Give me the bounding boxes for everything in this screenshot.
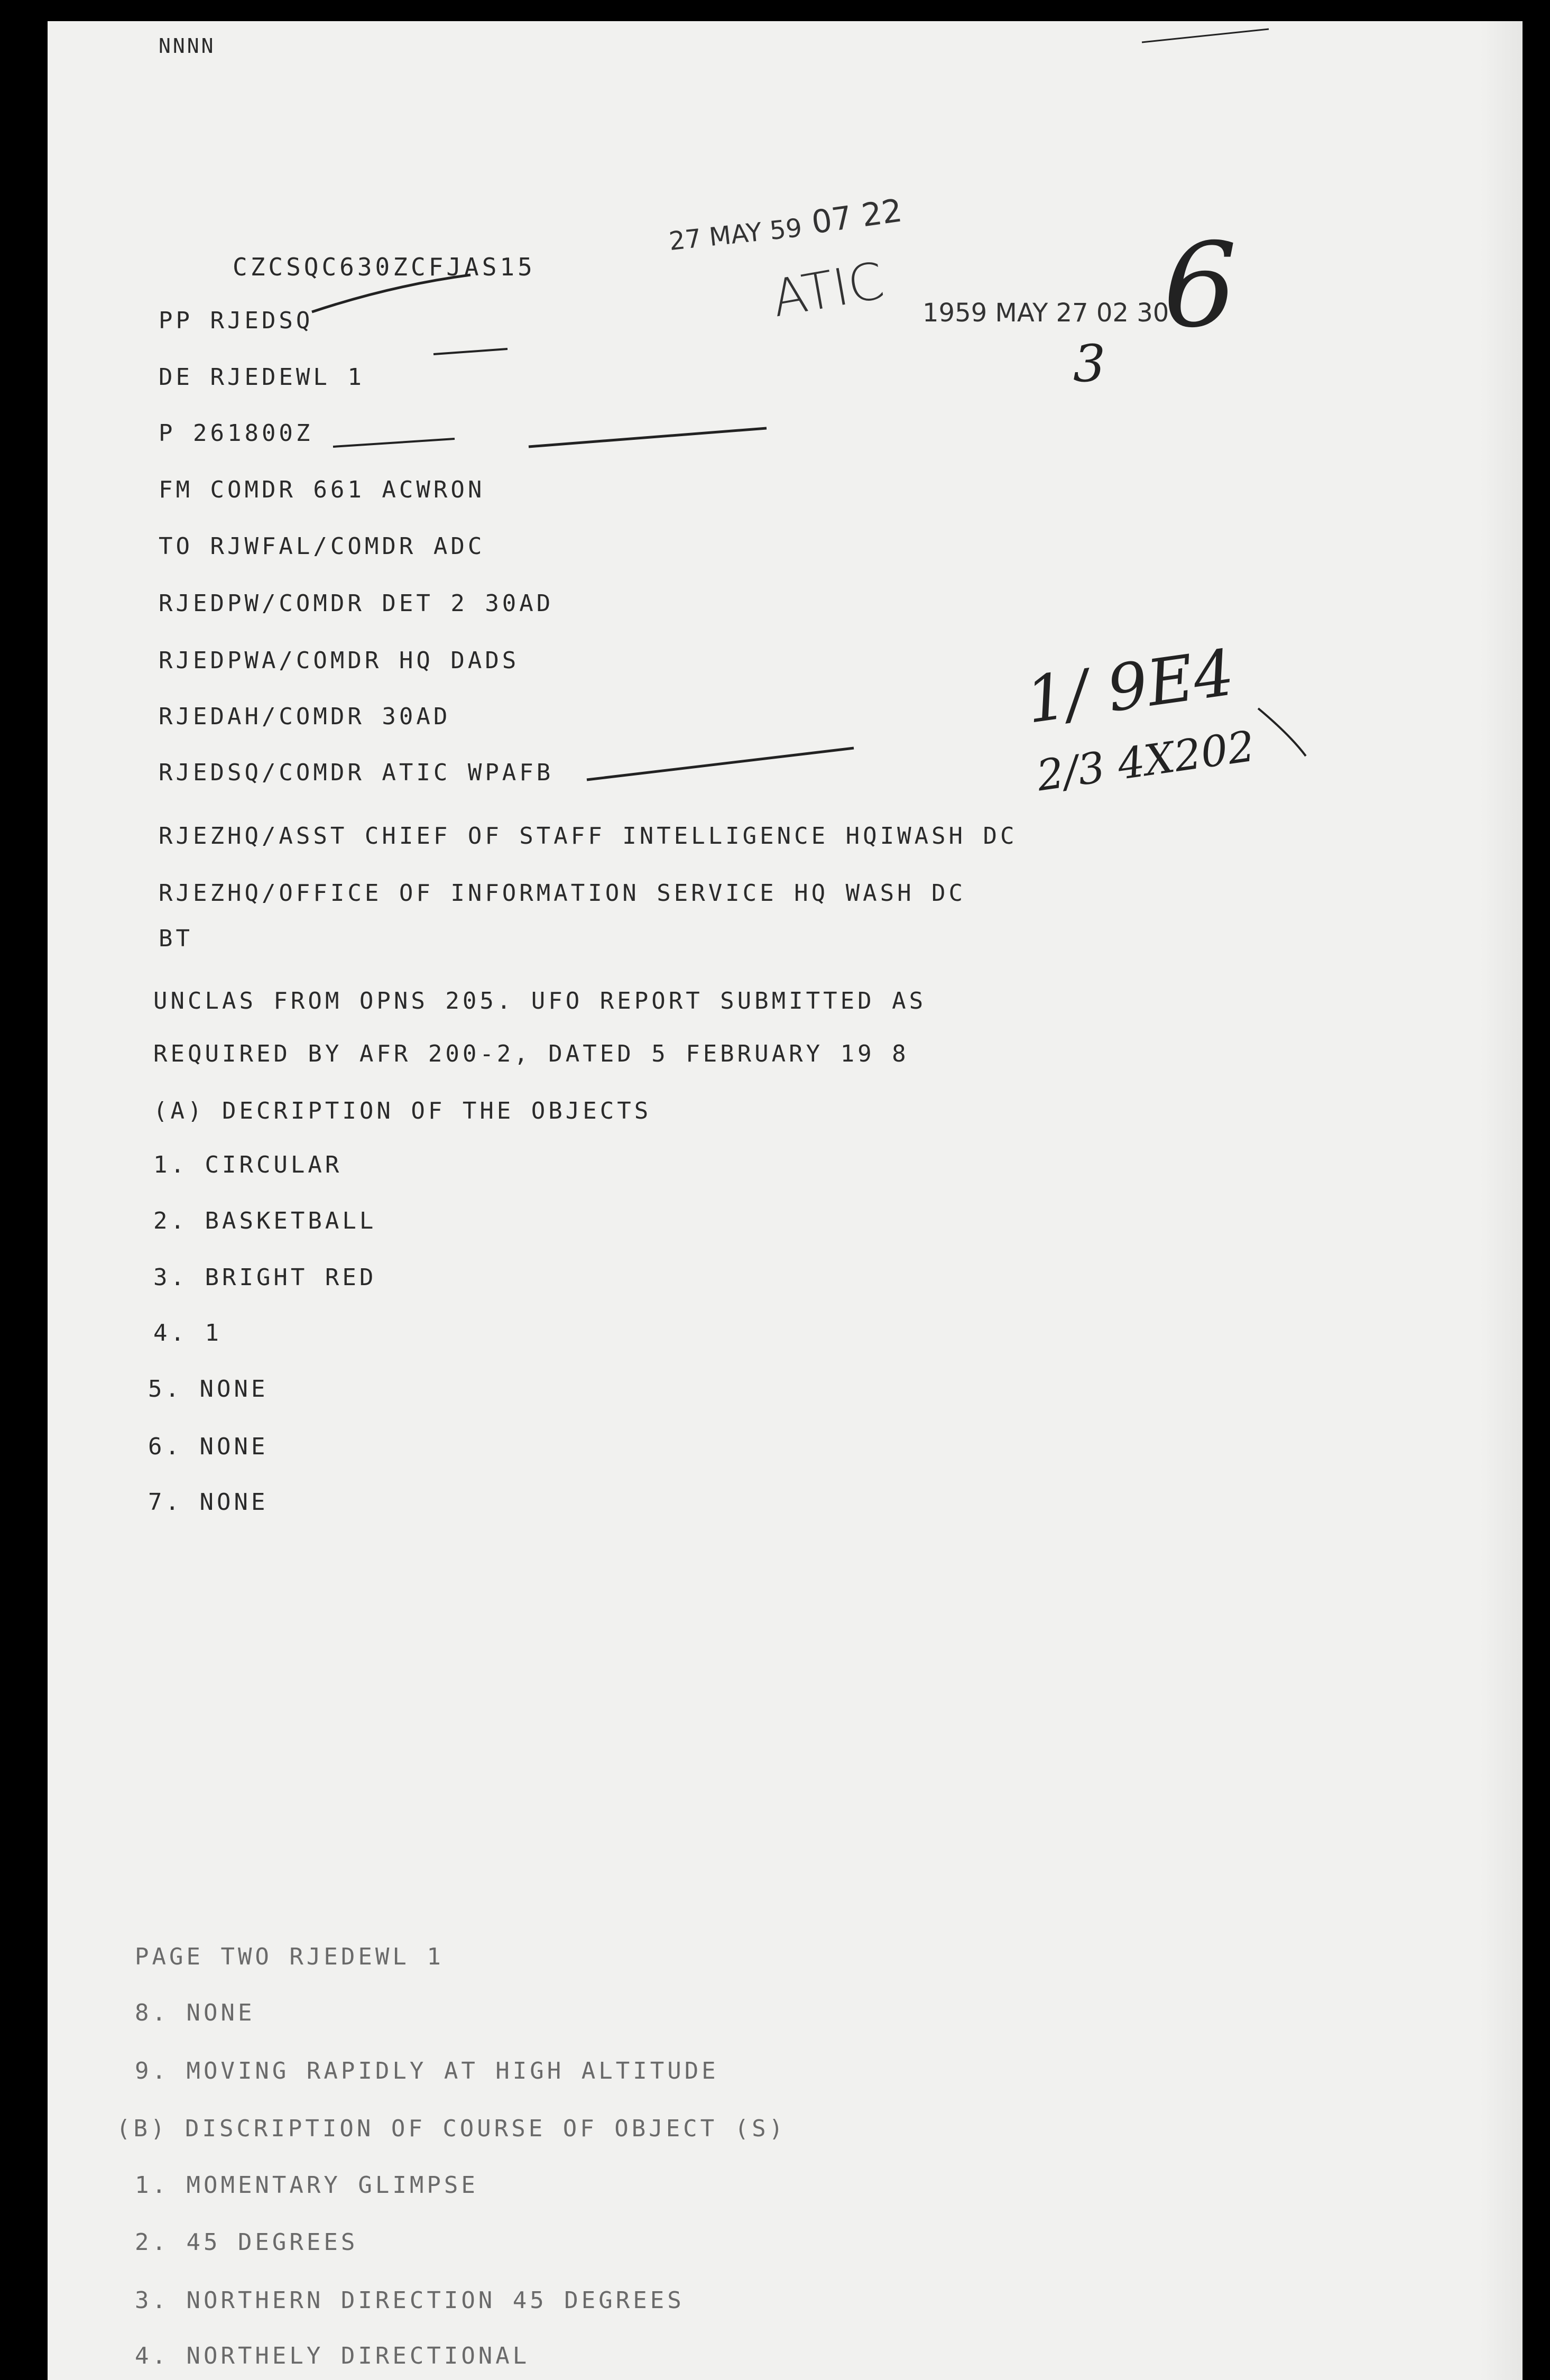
from-station-line: DE RJEDEWL 1 xyxy=(159,364,365,391)
precedence-line: PP RJEDSQ xyxy=(159,307,313,334)
received-time-stamp: 07 22 xyxy=(809,192,905,242)
pen-stroke xyxy=(333,439,455,447)
addressee-line: RJEDAH/COMDR 30AD xyxy=(159,703,451,730)
dtg-line: P 261800Z xyxy=(159,420,313,447)
pen-stroke xyxy=(433,349,508,354)
list-item: 4. 1 xyxy=(153,1320,222,1346)
addressee-line: RJEDPWA/COMDR HQ DADS xyxy=(159,647,520,674)
list-item: 5. NONE xyxy=(148,1376,269,1403)
top-marker: NNNN xyxy=(159,34,216,58)
addressee-line: RJEDPW/COMDR DET 2 30AD xyxy=(159,590,554,617)
pen-stroke xyxy=(312,275,470,312)
pen-stroke xyxy=(1258,708,1306,756)
list-item: 8. NONE xyxy=(135,1999,255,2026)
section-b-heading: (B) DISCRIPTION OF COURSE OF OBJECT (S) xyxy=(116,2115,787,2142)
section-a-heading: (A) DECRIPTION OF THE OBJECTS xyxy=(153,1097,652,1124)
list-item: 2. 45 DEGREES xyxy=(135,2229,358,2256)
list-item: 4. NORTHELY DIRECTIONAL xyxy=(135,2342,530,2369)
list-item: 7. NONE xyxy=(148,1489,269,1516)
list-item: 9. MOVING RAPIDLY AT HIGH ALTITUDE xyxy=(135,2058,719,2084)
pen-stroke xyxy=(529,428,767,447)
intro-line-2: REQUIRED BY AFR 200-2, DATED 5 FEBRUARY 19 8 xyxy=(153,1040,909,1067)
routing-line: CZCSQC630ZCFJAS15 xyxy=(233,253,536,281)
received-date-stamp: 27 MAY 59 xyxy=(667,213,804,257)
handwritten-page-number-2: 6 xyxy=(1163,218,1237,353)
handwritten-file-ref: 2/3 4X202 xyxy=(1034,721,1258,801)
page-two-header: PAGE TWO RJEDEWL 1 xyxy=(135,1943,444,1970)
to-line: TO RJWFAL/COMDR ADC xyxy=(159,533,485,560)
list-item: 3. NORTHERN DIRECTION 45 DEGREES xyxy=(135,2287,685,2314)
list-item: 2. BASKETBALL xyxy=(153,1207,377,1234)
from-line: FM COMDR 661 ACWRON xyxy=(159,476,485,503)
list-item: 1. MOMENTARY GLIMPSE xyxy=(135,2172,478,2199)
handwritten-page-number: 3 xyxy=(1073,334,1106,393)
list-item: 1. CIRCULAR xyxy=(153,1151,343,1178)
addressee-line: RJEZHQ/OFFICE OF INFORMATION SERVICE HQ WASH DC xyxy=(159,880,966,907)
pen-stroke xyxy=(1142,29,1269,42)
addressee-line: RJEDSQ/COMDR ATIC WPAFB xyxy=(159,759,554,786)
addressee-line: RJEZHQ/ASST CHIEF OF STAFF INTELLIGENCE HQIWASH DC xyxy=(159,823,1018,850)
pen-stroke xyxy=(587,748,854,780)
intro-line-1: UNCLAS FROM OPNS 205. UFO REPORT SUBMITTED AS xyxy=(153,988,927,1014)
break-line: BT xyxy=(159,925,193,952)
office-stamp: ATIC xyxy=(767,251,889,329)
date-time-stamp: 1959 MAY 27 02 30 xyxy=(922,298,1169,328)
handwritten-file-ref: 1/ 9E4 xyxy=(1021,636,1239,738)
list-item: 3. BRIGHT RED xyxy=(153,1264,377,1291)
list-item: 6. NONE xyxy=(148,1433,269,1460)
